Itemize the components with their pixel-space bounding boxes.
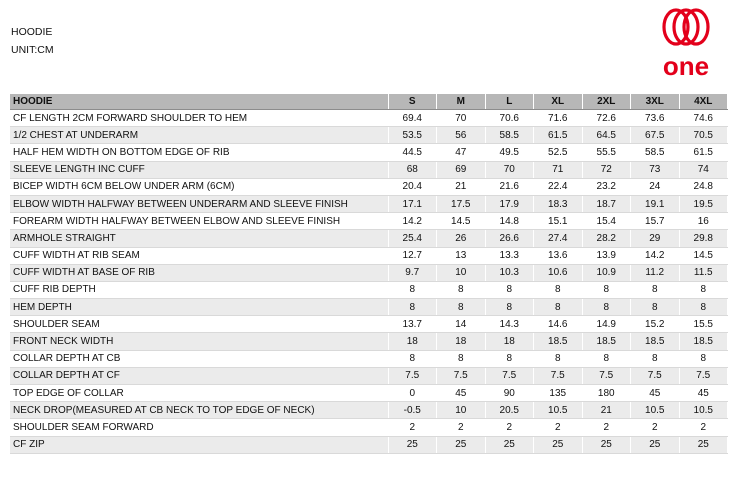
measurement-value: 23.2	[582, 178, 631, 195]
measurement-value: 8	[437, 281, 486, 298]
size-chart-table	[10, 94, 728, 454]
measurement-value: 18	[388, 333, 437, 350]
measurement-value: 14.5	[679, 247, 728, 264]
measurement-value: 8	[534, 350, 583, 367]
unit-label: UNIT:CM	[11, 44, 54, 56]
measurement-value: 72	[582, 161, 631, 178]
measurement-value: 14.3	[485, 316, 534, 333]
measurement-value: 8	[582, 350, 631, 367]
measurement-name: CF LENGTH 2CM FORWARD SHOULDER TO HEM	[10, 110, 388, 127]
measurement-value: 8	[631, 281, 680, 298]
measurement-value: 17.1	[388, 195, 437, 212]
measurement-name: HALF HEM WIDTH ON BOTTOM EDGE OF RIB	[10, 144, 388, 161]
measurement-value: 53.5	[388, 127, 437, 144]
measurement-value: 8	[388, 350, 437, 367]
measurement-value: 26.6	[485, 230, 534, 247]
measurement-value: 73	[631, 161, 680, 178]
measurement-value: 14.9	[582, 316, 631, 333]
measurement-value: 18.7	[582, 195, 631, 212]
measurement-value: 25	[388, 436, 437, 453]
measurement-value: 26	[437, 230, 486, 247]
table-row	[10, 230, 728, 247]
measurement-value: 15.2	[631, 316, 680, 333]
measurement-value: 8	[582, 281, 631, 298]
measurement-value: 18.3	[534, 195, 583, 212]
measurement-value: 72.6	[582, 110, 631, 127]
measurement-value: 70	[485, 161, 534, 178]
measurement-value: 2	[679, 419, 728, 436]
measurement-value: 18.5	[679, 333, 728, 350]
measurement-name: CUFF WIDTH AT BASE OF RIB	[10, 264, 388, 281]
measurement-name: BICEP WIDTH 6CM BELOW UNDER ARM (6CM)	[10, 178, 388, 195]
measurement-value: 19.1	[631, 195, 680, 212]
measurement-value: 10.5	[679, 402, 728, 419]
measurement-value: 71.6	[534, 110, 583, 127]
measurement-value: 135	[534, 385, 583, 402]
measurement-value: 11.2	[631, 264, 680, 281]
measurement-value: 52.5	[534, 144, 583, 161]
measurement-value: 73.6	[631, 110, 680, 127]
measurement-value: 74.6	[679, 110, 728, 127]
header-size: L	[485, 94, 534, 110]
measurement-value: 14.2	[631, 247, 680, 264]
measurement-value: 2	[534, 419, 583, 436]
measurement-value: 29.8	[679, 230, 728, 247]
measurement-value: 7.5	[485, 367, 534, 384]
measurement-value: 13	[437, 247, 486, 264]
measurement-name: FRONT NECK WIDTH	[10, 333, 388, 350]
measurement-value: 47	[437, 144, 486, 161]
table-row	[10, 161, 728, 178]
measurement-value: 15.7	[631, 213, 680, 230]
measurement-value: 24	[631, 178, 680, 195]
measurement-value: 25	[582, 436, 631, 453]
measurement-value: 56	[437, 127, 486, 144]
measurement-value: 58.5	[485, 127, 534, 144]
measurement-value: 70.5	[679, 127, 728, 144]
measurement-value: 17.9	[485, 195, 534, 212]
measurement-value: -0.5	[388, 402, 437, 419]
measurement-value: 8	[679, 350, 728, 367]
measurement-name: COLLAR DEPTH AT CF	[10, 367, 388, 384]
table-row	[10, 178, 728, 195]
measurement-value: 8	[437, 350, 486, 367]
measurement-value: 25	[437, 436, 486, 453]
measurement-value: 49.5	[485, 144, 534, 161]
measurement-value: 8	[388, 299, 437, 316]
measurement-name: CUFF WIDTH AT RIB SEAM	[10, 247, 388, 264]
table-row	[10, 367, 728, 384]
header-size: XL	[534, 94, 583, 110]
measurement-value: 20.4	[388, 178, 437, 195]
logo-rings-icon	[650, 6, 722, 80]
measurement-value: 10	[437, 402, 486, 419]
measurement-value: 14.2	[388, 213, 437, 230]
measurement-value: 29	[631, 230, 680, 247]
measurement-value: 64.5	[582, 127, 631, 144]
measurement-value: 15.1	[534, 213, 583, 230]
header-size: 2XL	[582, 94, 631, 110]
measurement-value: 10	[437, 264, 486, 281]
header-measurement: HOODIE	[10, 94, 388, 110]
measurement-value: 19.5	[679, 195, 728, 212]
measurement-value: 45	[631, 385, 680, 402]
table-body	[10, 110, 728, 454]
measurement-value: 7.5	[534, 367, 583, 384]
table-row	[10, 419, 728, 436]
table-row	[10, 144, 728, 161]
measurement-value: 68	[388, 161, 437, 178]
measurement-value: 69.4	[388, 110, 437, 127]
table-row	[10, 264, 728, 281]
measurement-value: 21	[582, 402, 631, 419]
measurement-value: 18	[437, 333, 486, 350]
measurement-value: 10.5	[631, 402, 680, 419]
measurement-value: 0	[388, 385, 437, 402]
measurement-value: 14.8	[485, 213, 534, 230]
table-row	[10, 299, 728, 316]
measurement-value: 14.6	[534, 316, 583, 333]
measurement-name: COLLAR DEPTH AT CB	[10, 350, 388, 367]
measurement-value: 10.9	[582, 264, 631, 281]
measurement-value: 15.5	[679, 316, 728, 333]
measurement-value: 8	[631, 350, 680, 367]
measurement-value: 15.4	[582, 213, 631, 230]
measurement-name: TOP EDGE OF COLLAR	[10, 385, 388, 402]
measurement-value: 7.5	[437, 367, 486, 384]
measurement-value: 8	[679, 299, 728, 316]
measurement-value: 18	[485, 333, 534, 350]
measurement-value: 74	[679, 161, 728, 178]
measurement-value: 8	[437, 299, 486, 316]
measurement-value: 27.4	[534, 230, 583, 247]
measurement-value: 13.7	[388, 316, 437, 333]
measurement-name: SHOULDER SEAM	[10, 316, 388, 333]
measurement-value: 69	[437, 161, 486, 178]
measurement-value: 12.7	[388, 247, 437, 264]
measurement-value: 7.5	[582, 367, 631, 384]
measurement-name: FOREARM WIDTH HALFWAY BETWEEN ELBOW AND SLEEVE FINISH	[10, 213, 388, 230]
table-row	[10, 213, 728, 230]
measurement-name: CUFF RIB DEPTH	[10, 281, 388, 298]
table-row	[10, 333, 728, 350]
header-size: S	[388, 94, 437, 110]
table-row	[10, 402, 728, 419]
table-row	[10, 316, 728, 333]
measurement-value: 61.5	[679, 144, 728, 161]
table-row	[10, 350, 728, 367]
measurement-value: 13.6	[534, 247, 583, 264]
brand-logo	[650, 6, 722, 80]
measurement-value: 67.5	[631, 127, 680, 144]
measurement-value: 20.5	[485, 402, 534, 419]
measurement-value: 28.2	[582, 230, 631, 247]
header-size: M	[437, 94, 486, 110]
measurement-value: 2	[582, 419, 631, 436]
measurement-value: 8	[485, 299, 534, 316]
measurement-value: 70	[437, 110, 486, 127]
measurement-value: 14.5	[437, 213, 486, 230]
measurement-value: 9.7	[388, 264, 437, 281]
measurement-value: 21.6	[485, 178, 534, 195]
measurement-name: ELBOW WIDTH HALFWAY BETWEEN UNDERARM AND SLEEVE FINISH	[10, 195, 388, 212]
measurement-value: 2	[437, 419, 486, 436]
measurement-value: 14	[437, 316, 486, 333]
measurement-value: 22.4	[534, 178, 583, 195]
header-size: 4XL	[679, 94, 728, 110]
table-row	[10, 195, 728, 212]
measurement-value: 8	[388, 281, 437, 298]
table-row	[10, 385, 728, 402]
measurement-value: 7.5	[631, 367, 680, 384]
measurement-value: 11.5	[679, 264, 728, 281]
measurement-value: 25	[631, 436, 680, 453]
measurement-value: 17.5	[437, 195, 486, 212]
measurement-value: 10.6	[534, 264, 583, 281]
measurement-value: 21	[437, 178, 486, 195]
measurement-value: 18.5	[582, 333, 631, 350]
measurement-value: 55.5	[582, 144, 631, 161]
measurement-value: 13.9	[582, 247, 631, 264]
measurement-value: 8	[485, 350, 534, 367]
measurement-value: 18.5	[631, 333, 680, 350]
document-title: HOODIE	[11, 26, 53, 38]
measurement-value: 25	[679, 436, 728, 453]
table-row	[10, 281, 728, 298]
table-row	[10, 247, 728, 264]
measurement-value: 7.5	[679, 367, 728, 384]
measurement-value: 25	[485, 436, 534, 453]
header-size: 3XL	[631, 94, 680, 110]
table-header-row	[10, 94, 728, 110]
measurement-value: 24.8	[679, 178, 728, 195]
measurement-value: 8	[582, 299, 631, 316]
measurement-value: 180	[582, 385, 631, 402]
measurement-value: 25	[534, 436, 583, 453]
measurement-name: ARMHOLE STRAIGHT	[10, 230, 388, 247]
measurement-name: SHOULDER SEAM FORWARD	[10, 419, 388, 436]
measurement-name: 1/2 CHEST AT UNDERARM	[10, 127, 388, 144]
measurement-name: HEM DEPTH	[10, 299, 388, 316]
measurement-value: 8	[631, 299, 680, 316]
measurement-value: 2	[388, 419, 437, 436]
table-row	[10, 436, 728, 453]
table-row	[10, 127, 728, 144]
measurement-name: NECK DROP(MEASURED AT CB NECK TO TOP EDGE OF NECK)	[10, 402, 388, 419]
measurement-value: 8	[534, 281, 583, 298]
logo-text: one	[662, 51, 710, 80]
measurement-value: 8	[534, 299, 583, 316]
measurement-value: 10.3	[485, 264, 534, 281]
measurement-value: 90	[485, 385, 534, 402]
measurement-value: 44.5	[388, 144, 437, 161]
measurement-value: 25.4	[388, 230, 437, 247]
measurement-value: 7.5	[388, 367, 437, 384]
measurement-value: 13.3	[485, 247, 534, 264]
measurement-value: 61.5	[534, 127, 583, 144]
measurement-value: 2	[631, 419, 680, 436]
measurement-value: 71	[534, 161, 583, 178]
measurement-value: 18.5	[534, 333, 583, 350]
measurement-value: 8	[679, 281, 728, 298]
measurement-value: 2	[485, 419, 534, 436]
measurement-value: 16	[679, 213, 728, 230]
measurement-value: 45	[679, 385, 728, 402]
measurement-name: CF ZIP	[10, 436, 388, 453]
measurement-value: 10.5	[534, 402, 583, 419]
measurement-name: SLEEVE LENGTH INC CUFF	[10, 161, 388, 178]
measurement-value: 8	[485, 281, 534, 298]
table-row	[10, 110, 728, 127]
measurement-value: 45	[437, 385, 486, 402]
measurement-value: 70.6	[485, 110, 534, 127]
measurement-value: 58.5	[631, 144, 680, 161]
